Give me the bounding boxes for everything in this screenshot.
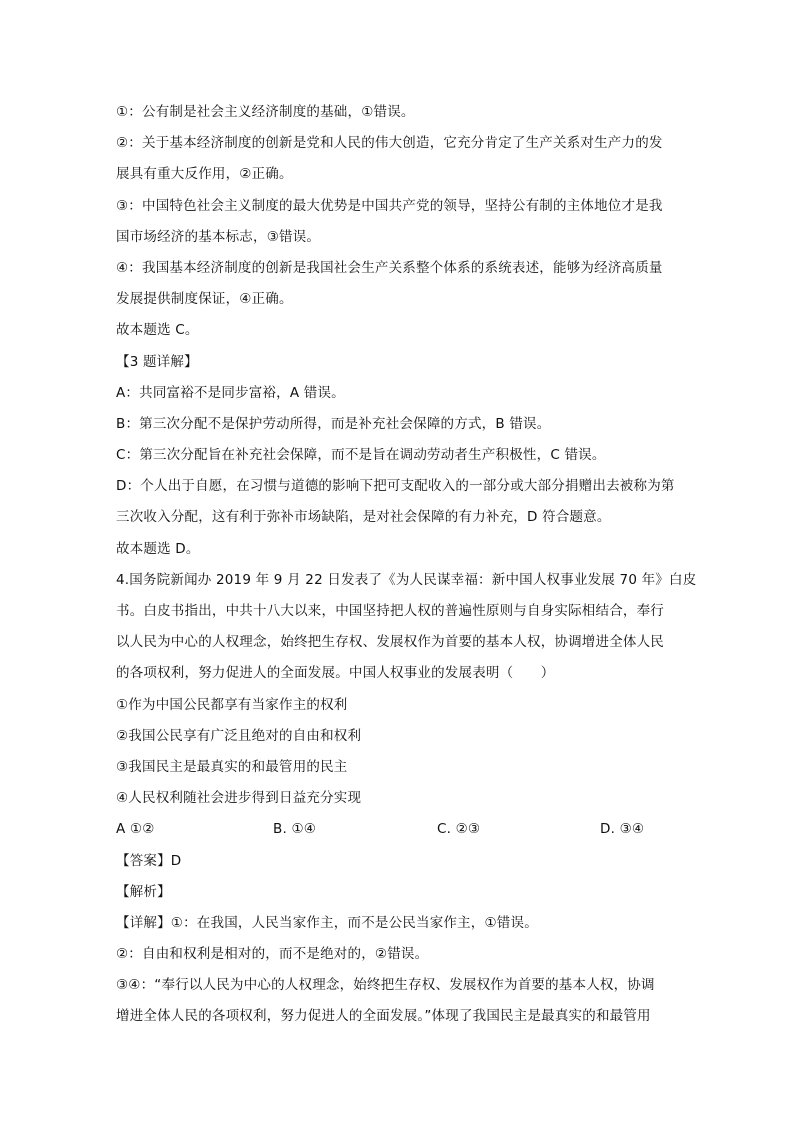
text-line: 【答案】D — [116, 852, 182, 869]
text-line: 故本题选 C。 — [116, 322, 199, 339]
option-d: D. ③④ — [600, 821, 645, 838]
text-line: 【解析】 — [116, 883, 171, 900]
text-line: C：第三次分配旨在补充社会保障，而不是旨在调动劳动者生产积极性，C 错误。 — [116, 447, 606, 464]
text-line: 【详解】①：在我国，人民当家作主，而不是公民当家作主，①错误。 — [116, 914, 538, 931]
text-line: ①：公有制是社会主义经济制度的基础，①错误。 — [116, 104, 415, 120]
explanation-block-bottom — [116, 850, 686, 1037]
text-line: ①作为中国公民都享有当家作主的权利 — [116, 696, 348, 713]
text-line: 国市场经济的基本标志，③错误。 — [116, 228, 321, 245]
text-line: D：个人出于自愿，在习惯与道德的影响下把可支配收入的一部分或大部分捐赠出去被称为第 — [116, 478, 675, 495]
text-line: 书。白皮书指出，中共十八大以来，中国坚持把人权的普遍性原则与自身实际相结合，奉行 — [116, 603, 664, 619]
text-line: ④人民权利随社会进步得到日益充分实现 — [116, 790, 362, 807]
option-c: C. ②③ — [437, 821, 481, 838]
text-line: A：共同富裕不是同步富裕，A 错误。 — [116, 384, 345, 401]
text-line: 故本题选 D。 — [116, 540, 200, 557]
text-line: 展具有重大反作用，②正确。 — [116, 166, 293, 183]
text-line: 三次收入分配，这有利于弥补市场缺陷，是对社会保障的有力补充，D 符合题意。 — [116, 509, 611, 526]
option-b: B. ①④ — [273, 821, 317, 838]
document-page — [116, 101, 697, 1037]
text-line: ②：关于基本经济制度的创新是党和人民的伟大创造，它充分肯定了生产关系对生产力的发 — [116, 135, 663, 152]
text-line: 【3 题详解】 — [116, 353, 198, 370]
answer-options — [116, 818, 686, 849]
text-line: ③④：“奉行以人民为中心的人权理念，始终把生存权、发展权作为首要的基本人权，协调 — [116, 977, 655, 994]
text-line: ③：中国特色社会主义制度的最大优势是中国共产党的领导，坚持公有制的主体地位才是我 — [116, 197, 663, 214]
text-line: 4.国务院新闻办 2019 年 9 月 22 日发表了《为人民谋幸福：新中国人权事业发展 70 年》白皮 — [116, 571, 697, 588]
text-line: ②：自由和权利是相对的，而不是绝对的，②错误。 — [116, 946, 429, 963]
text-line: ②我国公民享有广泛且绝对的自由和权利 — [116, 727, 362, 744]
option-a: A ①② — [116, 821, 155, 838]
explanation-block-top — [116, 101, 697, 818]
text-line: B：第三次分配不是保护劳动所得，而是补充社会保障的方式，B 错误。 — [116, 415, 551, 432]
text-line: 增进全体人民的各项权利，努力促进人的全面发展。”体现了我国民主是最真实的和最管用 — [116, 1008, 651, 1025]
text-line: ③我国民主是最真实的和最管用的民主 — [116, 758, 348, 775]
text-line: 发展提供制度保证，④正确。 — [116, 291, 293, 308]
text-line: 的各项权利，努力促进人的全面发展。中国人权事业的发展表明（ ） — [116, 665, 555, 682]
text-line: 以人民为中心的人权理念，始终把生存权、发展权作为首要的基本人权，协调增进全体人民 — [116, 634, 664, 651]
text-line: ④：我国基本经济制度的创新是我国社会生产关系整个体系的系统表述，能够为经济高质量 — [116, 259, 663, 276]
